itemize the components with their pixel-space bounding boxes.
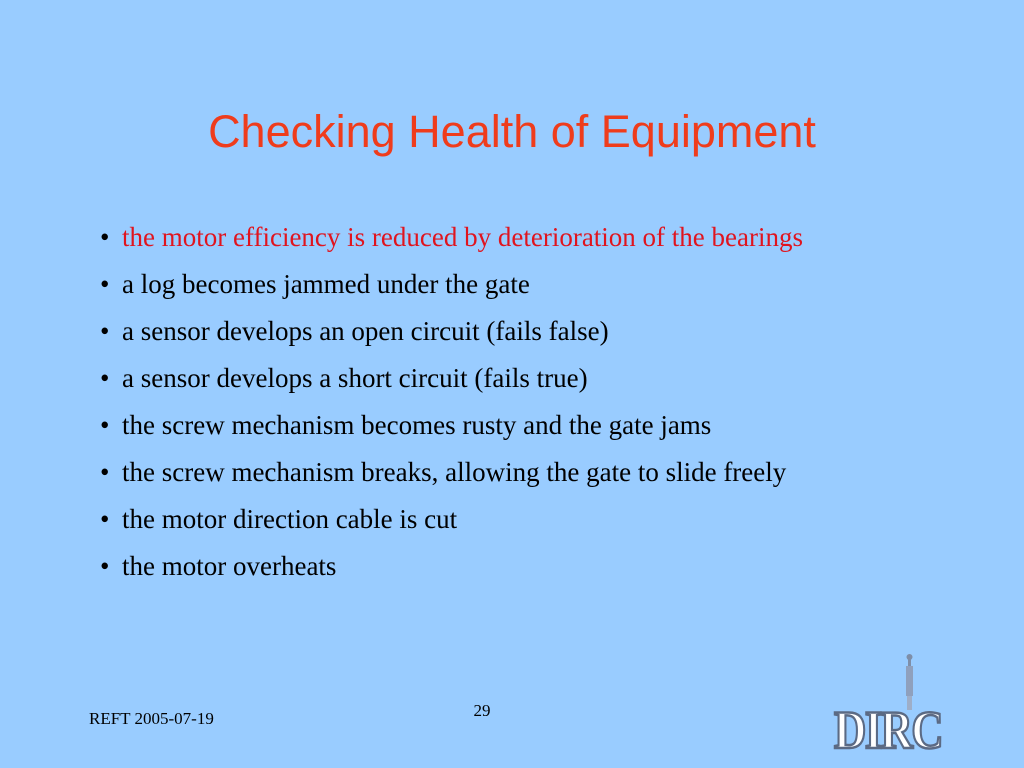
bullet-item xyxy=(100,496,1000,543)
bullet-dot: • xyxy=(100,410,110,440)
page-number: 29 xyxy=(473,701,491,720)
bullet-dot: • xyxy=(100,222,110,252)
bullet-item xyxy=(100,214,1000,261)
bullet-text: a sensor develops a short circuit (fails true) xyxy=(122,363,588,393)
bullet-item xyxy=(100,308,1000,355)
bullet-item xyxy=(100,261,1000,308)
bullet-item xyxy=(100,355,1000,402)
logo-text: DIRC xyxy=(834,700,942,760)
bullet-dot: • xyxy=(100,551,110,581)
bullet-item xyxy=(100,543,1000,590)
bullet-dot: • xyxy=(100,316,110,346)
bullet-text: the screw mechanism becomes rusty and the gate jams xyxy=(122,410,712,440)
bullet-item xyxy=(100,402,1000,449)
bullet-text: the motor direction cable is cut xyxy=(122,504,458,534)
slide-title: Checking Health of Equipment xyxy=(208,106,816,157)
bullet-item xyxy=(100,449,1000,496)
footer-date: REFT 2005-07-19 xyxy=(89,709,214,728)
bullet-text: the motor overheats xyxy=(122,551,337,581)
bullet-text: the screw mechanism breaks, allowing the gate to slide freely xyxy=(122,457,787,487)
bullet-dot: • xyxy=(100,269,110,299)
bullet-text: the motor efficiency is reduced by deterioration of the bearings xyxy=(122,222,803,252)
dirc-logo xyxy=(828,652,948,760)
bullet-text: a log becomes jammed under the gate xyxy=(122,269,530,299)
bullet-dot: • xyxy=(100,363,110,393)
bullet-text: a sensor develops an open circuit (fails false) xyxy=(122,316,609,346)
bullet-list xyxy=(100,214,1000,590)
bullet-dot: • xyxy=(100,457,110,487)
bullet-dot: • xyxy=(100,504,110,534)
